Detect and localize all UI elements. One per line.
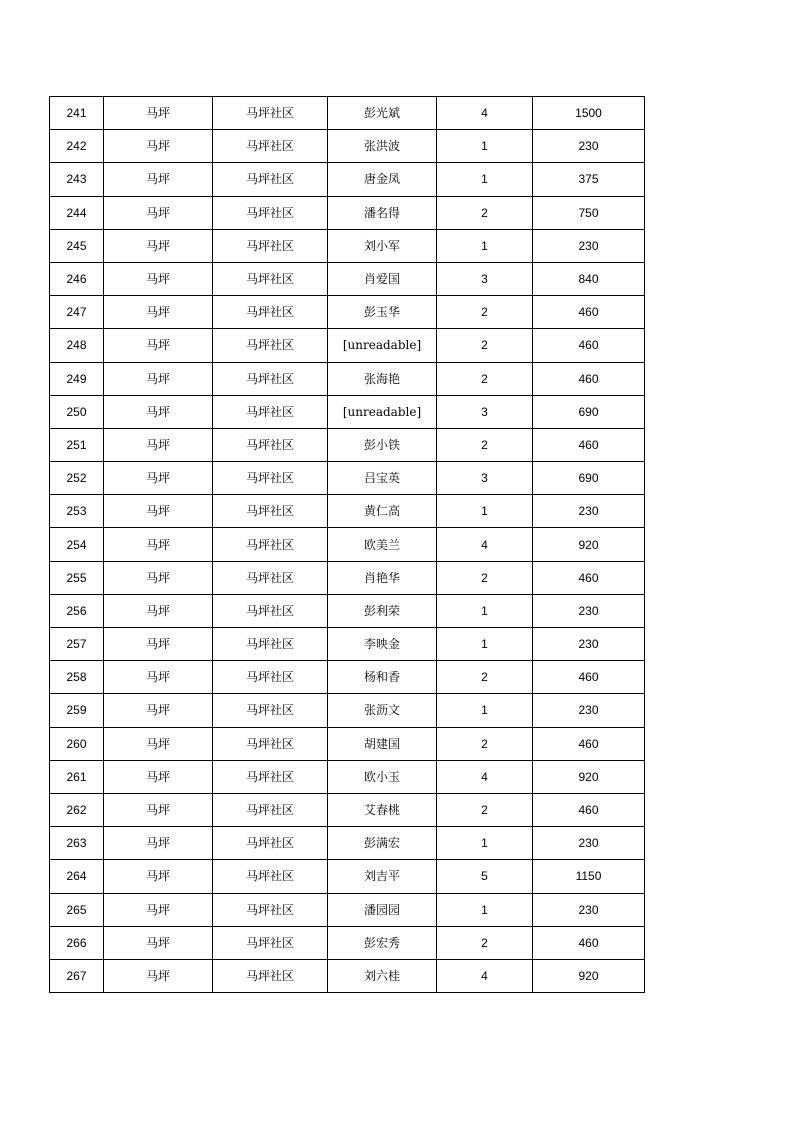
cell-household-persons: 2 bbox=[437, 196, 533, 229]
cell-household-persons: 4 bbox=[437, 959, 533, 992]
cell-name: 张海艳 bbox=[328, 362, 437, 395]
cell-serial-number: 241 bbox=[50, 97, 104, 130]
cell-town: 马坪 bbox=[104, 926, 213, 959]
cell-town: 马坪 bbox=[104, 296, 213, 329]
cell-amount: 230 bbox=[533, 495, 645, 528]
cell-community: 马坪社区 bbox=[213, 926, 328, 959]
table-row bbox=[50, 296, 645, 329]
cell-serial-number: 266 bbox=[50, 926, 104, 959]
cell-community: 马坪社区 bbox=[213, 262, 328, 295]
cell-town: 马坪 bbox=[104, 130, 213, 163]
cell-amount: 460 bbox=[533, 793, 645, 826]
cell-town: 马坪 bbox=[104, 793, 213, 826]
table-row bbox=[50, 561, 645, 594]
table-row bbox=[50, 893, 645, 926]
cell-name: [unreadable] bbox=[328, 329, 437, 362]
cell-household-persons: 1 bbox=[437, 893, 533, 926]
cell-community: 马坪社区 bbox=[213, 362, 328, 395]
table-row bbox=[50, 229, 645, 262]
cell-town: 马坪 bbox=[104, 97, 213, 130]
cell-household-persons: 1 bbox=[437, 229, 533, 262]
cell-town: 马坪 bbox=[104, 163, 213, 196]
table-row bbox=[50, 727, 645, 760]
table-row bbox=[50, 760, 645, 793]
cell-serial-number: 260 bbox=[50, 727, 104, 760]
cell-amount: 460 bbox=[533, 362, 645, 395]
cell-community: 马坪社区 bbox=[213, 395, 328, 428]
cell-serial-number: 254 bbox=[50, 528, 104, 561]
cell-community: 马坪社区 bbox=[213, 893, 328, 926]
cell-name: 刘小军 bbox=[328, 229, 437, 262]
table-row bbox=[50, 362, 645, 395]
cell-name: 彭宏秀 bbox=[328, 926, 437, 959]
cell-town: 马坪 bbox=[104, 628, 213, 661]
cell-community: 马坪社区 bbox=[213, 97, 328, 130]
cell-town: 马坪 bbox=[104, 528, 213, 561]
cell-amount: 230 bbox=[533, 594, 645, 627]
cell-household-persons: 2 bbox=[437, 727, 533, 760]
cell-amount: 1500 bbox=[533, 97, 645, 130]
cell-name: 张沥文 bbox=[328, 694, 437, 727]
cell-community: 马坪社区 bbox=[213, 462, 328, 495]
cell-household-persons: 4 bbox=[437, 528, 533, 561]
cell-town: 马坪 bbox=[104, 262, 213, 295]
cell-name: 欧美兰 bbox=[328, 528, 437, 561]
cell-amount: 750 bbox=[533, 196, 645, 229]
cell-serial-number: 249 bbox=[50, 362, 104, 395]
cell-name: 刘六桂 bbox=[328, 959, 437, 992]
cell-name: 吕宝英 bbox=[328, 462, 437, 495]
cell-name: 彭小铁 bbox=[328, 428, 437, 461]
cell-household-persons: 2 bbox=[437, 561, 533, 594]
cell-amount: 840 bbox=[533, 262, 645, 295]
cell-serial-number: 259 bbox=[50, 694, 104, 727]
cell-amount: 230 bbox=[533, 130, 645, 163]
table-row bbox=[50, 329, 645, 362]
cell-household-persons: 2 bbox=[437, 793, 533, 826]
cell-household-persons: 2 bbox=[437, 428, 533, 461]
cell-amount: 690 bbox=[533, 395, 645, 428]
cell-household-persons: 1 bbox=[437, 594, 533, 627]
cell-household-persons: 2 bbox=[437, 661, 533, 694]
cell-amount: 230 bbox=[533, 893, 645, 926]
cell-amount: 460 bbox=[533, 561, 645, 594]
table-row bbox=[50, 462, 645, 495]
cell-community: 马坪社区 bbox=[213, 727, 328, 760]
cell-name: 杨和香 bbox=[328, 661, 437, 694]
cell-amount: 460 bbox=[533, 661, 645, 694]
cell-town: 马坪 bbox=[104, 594, 213, 627]
cell-name: 唐金凤 bbox=[328, 163, 437, 196]
table-row bbox=[50, 196, 645, 229]
cell-amount: 375 bbox=[533, 163, 645, 196]
cell-amount: 1150 bbox=[533, 860, 645, 893]
cell-serial-number: 251 bbox=[50, 428, 104, 461]
cell-household-persons: 1 bbox=[437, 694, 533, 727]
cell-name: [unreadable] bbox=[328, 395, 437, 428]
cell-community: 马坪社区 bbox=[213, 428, 328, 461]
cell-household-persons: 4 bbox=[437, 760, 533, 793]
table-row bbox=[50, 495, 645, 528]
table-row bbox=[50, 163, 645, 196]
cell-serial-number: 253 bbox=[50, 495, 104, 528]
cell-community: 马坪社区 bbox=[213, 163, 328, 196]
cell-town: 马坪 bbox=[104, 362, 213, 395]
cell-name: 黄仁高 bbox=[328, 495, 437, 528]
cell-household-persons: 1 bbox=[437, 495, 533, 528]
cell-serial-number: 247 bbox=[50, 296, 104, 329]
table-row bbox=[50, 395, 645, 428]
cell-amount: 920 bbox=[533, 528, 645, 561]
cell-community: 马坪社区 bbox=[213, 229, 328, 262]
cell-household-persons: 1 bbox=[437, 827, 533, 860]
cell-amount: 920 bbox=[533, 760, 645, 793]
cell-community: 马坪社区 bbox=[213, 296, 328, 329]
cell-town: 马坪 bbox=[104, 860, 213, 893]
table-row bbox=[50, 262, 645, 295]
cell-serial-number: 255 bbox=[50, 561, 104, 594]
cell-name: 彭玉华 bbox=[328, 296, 437, 329]
records-table bbox=[49, 96, 645, 993]
cell-household-persons: 2 bbox=[437, 296, 533, 329]
cell-town: 马坪 bbox=[104, 428, 213, 461]
cell-community: 马坪社区 bbox=[213, 528, 328, 561]
cell-household-persons: 5 bbox=[437, 860, 533, 893]
cell-name: 欧小玉 bbox=[328, 760, 437, 793]
cell-town: 马坪 bbox=[104, 462, 213, 495]
cell-town: 马坪 bbox=[104, 561, 213, 594]
cell-town: 马坪 bbox=[104, 196, 213, 229]
cell-household-persons: 2 bbox=[437, 329, 533, 362]
cell-name: 彭光斌 bbox=[328, 97, 437, 130]
cell-name: 胡建国 bbox=[328, 727, 437, 760]
cell-serial-number: 264 bbox=[50, 860, 104, 893]
cell-town: 马坪 bbox=[104, 827, 213, 860]
cell-household-persons: 1 bbox=[437, 130, 533, 163]
cell-community: 马坪社区 bbox=[213, 196, 328, 229]
cell-household-persons: 2 bbox=[437, 362, 533, 395]
cell-community: 马坪社区 bbox=[213, 827, 328, 860]
cell-town: 马坪 bbox=[104, 395, 213, 428]
cell-serial-number: 250 bbox=[50, 395, 104, 428]
cell-serial-number: 263 bbox=[50, 827, 104, 860]
cell-serial-number: 242 bbox=[50, 130, 104, 163]
cell-town: 马坪 bbox=[104, 959, 213, 992]
cell-serial-number: 265 bbox=[50, 893, 104, 926]
cell-amount: 460 bbox=[533, 926, 645, 959]
cell-amount: 920 bbox=[533, 959, 645, 992]
cell-community: 马坪社区 bbox=[213, 130, 328, 163]
cell-town: 马坪 bbox=[104, 229, 213, 262]
cell-serial-number: 248 bbox=[50, 329, 104, 362]
cell-household-persons: 3 bbox=[437, 395, 533, 428]
cell-name: 李映金 bbox=[328, 628, 437, 661]
cell-amount: 460 bbox=[533, 727, 645, 760]
cell-serial-number: 258 bbox=[50, 661, 104, 694]
table-row bbox=[50, 926, 645, 959]
cell-household-persons: 3 bbox=[437, 462, 533, 495]
cell-town: 马坪 bbox=[104, 694, 213, 727]
cell-serial-number: 252 bbox=[50, 462, 104, 495]
table-row bbox=[50, 628, 645, 661]
cell-amount: 690 bbox=[533, 462, 645, 495]
records-table-body bbox=[50, 97, 645, 993]
cell-household-persons: 1 bbox=[437, 163, 533, 196]
cell-name: 潘园园 bbox=[328, 893, 437, 926]
cell-serial-number: 243 bbox=[50, 163, 104, 196]
cell-serial-number: 257 bbox=[50, 628, 104, 661]
cell-town: 马坪 bbox=[104, 661, 213, 694]
cell-name: 潘名得 bbox=[328, 196, 437, 229]
table-row bbox=[50, 97, 645, 130]
cell-amount: 460 bbox=[533, 428, 645, 461]
cell-community: 马坪社区 bbox=[213, 594, 328, 627]
cell-town: 马坪 bbox=[104, 893, 213, 926]
cell-serial-number: 267 bbox=[50, 959, 104, 992]
cell-amount: 230 bbox=[533, 229, 645, 262]
cell-community: 马坪社区 bbox=[213, 661, 328, 694]
cell-amount: 230 bbox=[533, 628, 645, 661]
table-row bbox=[50, 428, 645, 461]
cell-serial-number: 262 bbox=[50, 793, 104, 826]
cell-amount: 460 bbox=[533, 329, 645, 362]
table-row bbox=[50, 594, 645, 627]
table-row bbox=[50, 827, 645, 860]
cell-name: 张洪波 bbox=[328, 130, 437, 163]
cell-serial-number: 245 bbox=[50, 229, 104, 262]
cell-household-persons: 2 bbox=[437, 926, 533, 959]
cell-name: 艾春桃 bbox=[328, 793, 437, 826]
cell-amount: 230 bbox=[533, 827, 645, 860]
cell-name: 刘吉平 bbox=[328, 860, 437, 893]
cell-household-persons: 4 bbox=[437, 97, 533, 130]
cell-name: 肖艳华 bbox=[328, 561, 437, 594]
cell-name: 彭利荣 bbox=[328, 594, 437, 627]
cell-community: 马坪社区 bbox=[213, 561, 328, 594]
cell-town: 马坪 bbox=[104, 495, 213, 528]
cell-name: 彭满宏 bbox=[328, 827, 437, 860]
cell-town: 马坪 bbox=[104, 727, 213, 760]
table-row bbox=[50, 661, 645, 694]
cell-household-persons: 3 bbox=[437, 262, 533, 295]
cell-amount: 460 bbox=[533, 296, 645, 329]
table-row bbox=[50, 860, 645, 893]
cell-town: 马坪 bbox=[104, 760, 213, 793]
cell-name: 肖爱国 bbox=[328, 262, 437, 295]
cell-household-persons: 1 bbox=[437, 628, 533, 661]
cell-serial-number: 246 bbox=[50, 262, 104, 295]
cell-community: 马坪社区 bbox=[213, 329, 328, 362]
cell-community: 马坪社区 bbox=[213, 793, 328, 826]
cell-serial-number: 244 bbox=[50, 196, 104, 229]
table-row bbox=[50, 130, 645, 163]
table-row bbox=[50, 528, 645, 561]
cell-amount: 230 bbox=[533, 694, 645, 727]
cell-town: 马坪 bbox=[104, 329, 213, 362]
cell-community: 马坪社区 bbox=[213, 694, 328, 727]
cell-community: 马坪社区 bbox=[213, 628, 328, 661]
cell-community: 马坪社区 bbox=[213, 959, 328, 992]
cell-serial-number: 261 bbox=[50, 760, 104, 793]
table-row bbox=[50, 793, 645, 826]
cell-serial-number: 256 bbox=[50, 594, 104, 627]
cell-community: 马坪社区 bbox=[213, 760, 328, 793]
cell-community: 马坪社区 bbox=[213, 860, 328, 893]
cell-community: 马坪社区 bbox=[213, 495, 328, 528]
table-row bbox=[50, 694, 645, 727]
table-row bbox=[50, 959, 645, 992]
